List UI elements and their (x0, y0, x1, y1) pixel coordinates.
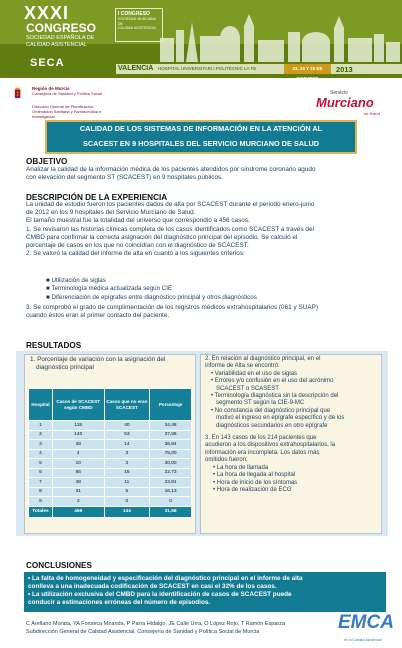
table-row: 3 38 14 36,84 (29, 440, 192, 450)
conclusion-line: • La utilización exclusiva del CMBD para la identificación de casos de SCACEST puede (28, 591, 292, 598)
descripcion-heading: DESCRIPCIÓN DE LA EXPERIENCIA (26, 193, 168, 202)
conclusion-line: • La falta de homogeneidad y especificación del diagnóstico principal en el informe de alta (28, 575, 303, 582)
table-row: 8 31 5 16,13 (29, 487, 192, 497)
list-item: ■ Diferenciación de epígrafes entre diagnóstico principal y otros diagnósticos (46, 293, 257, 301)
list-item: • Errores y/o confusión en el uso del acrónimo (211, 378, 334, 385)
table-row: 7 48 11 23,91 (29, 478, 192, 488)
venue-name: HOSPITAL UNIVERSITARI I POLITÈCNIC LA FE (158, 66, 257, 71)
descripcion-line: cuando éstos eran el primer contacto del paciente. (26, 312, 170, 320)
society-line1: SOCIEDAD ESPAÑOLA DE (26, 35, 95, 41)
descripcion-line: 1. Se revisaron las historias clínicas completa de los casos identificados como SCACEST a través del (26, 225, 314, 233)
region-murcia-crest-icon (14, 84, 30, 104)
bullet-icon: • (213, 479, 217, 486)
table-row: 6 66 15 22,73 (29, 468, 192, 478)
list-item: diagnósticos secundarios en otro epígrafe (216, 422, 328, 429)
point3: 3. En 143 casos de los 214 pacientes que acudieron a los dispositivos extrahospitalarios, la información era incompleta. Los datos más omitidos fueron: (205, 435, 336, 464)
col-header: Casos de SCACEST según CMBD (52, 389, 104, 421)
authors-names: C Arellano Morata, YA Fonseca Miranda, P Parra Hidalgo, JE Calle Urra, O López Rojo, T Ramón Esparza (26, 621, 286, 627)
authors-affiliation: Subdirección General de Calidad Asistencial. Consejería de Sanidad y Política Social de Murcia (26, 629, 260, 635)
objetivo-line: Analizar la calidad de la información médica de los pacientes atendidos por síndrome coronario agudo (26, 166, 316, 173)
title-line1: CALIDAD DE LOS SISTEMAS DE INFORMACIÓN EN LA ATENCIÓN AL (79, 124, 323, 133)
conclusions-text (28, 575, 384, 607)
descripcion-line: 2. Se valoró la calidad del informe de alta en cuanto a los siguientes criterios: (26, 250, 245, 258)
bullet-icon: • (213, 486, 217, 493)
congress-label: CONGRESO (26, 21, 97, 35)
conclusiones-heading: CONCLUSIONES (26, 561, 92, 570)
congress-number-text: XXXI (24, 3, 70, 23)
col-header: Casos que no eran SCACEST (104, 389, 150, 421)
descripcion-text (26, 201, 396, 258)
list-item: • Hora de inicio de los síntomas (213, 479, 298, 486)
society-line2: CALIDAD ASISTENCIAL (26, 41, 87, 48)
table-header-row (29, 389, 192, 421)
descripcion-line: 3. Se comprobó el grado de cumplimentación de los registros médicos extrahospitalarios (061 y SUAP) (26, 304, 318, 311)
society-name (26, 35, 106, 48)
col-header: Hospital (29, 389, 53, 421)
venue-city: VALENCIA (118, 65, 154, 72)
first-congress-box (115, 8, 163, 42)
emca-logo-sub: en la Calidad Asistencial (344, 638, 382, 642)
table-row: 1 118 40 34,48 (29, 421, 192, 431)
box-title: I CONGRESO (118, 11, 150, 17)
seca-logo: SECA (30, 57, 65, 69)
right-bullets (205, 371, 381, 430)
bullet-icon: • (213, 464, 217, 471)
list-item: • Variabilidad en el uso de siglas (211, 370, 298, 377)
sms-logo-main: Murciano (316, 95, 374, 110)
list-item: motivó el ingreso en epígrafe específico y de los (216, 415, 345, 422)
congress-number (24, 4, 69, 22)
hospital-table (28, 388, 192, 518)
right-box-content: 2. En relación al diagnóstico principal, en el informe de Alta se encontró: • Variabilidad en el uso de siglas • Errores y/o confusión en el uso del acrónimo SCACEST o SCASEST • Terminología diagnóstica sin la descripción del segmento ST según la CIE-9-MC • No constancia del diagnóstico principal que motivó el ingreso en epígrafe específico y de los diagnósticos secundarios en otro epígrafe 3. En 143 casos de los 214 pacientes que acudieron a los dispositivos extrahospitalarios, la información era incompleta. Los datos más omitidos fueron: • La hora de llamada • La hora de llegada al hospital • Hora de inicio de los síntomas • Hora de realización de ECG (205, 356, 381, 494)
table-row: 5 10 3 30,00 (29, 459, 192, 469)
descripcion-line: La unidad de estudio fueron los pacientes dados de alta por SCACEST durante el periodo enero-junio (26, 201, 315, 208)
table-row: 9 3 0 0 (29, 497, 192, 507)
list-item: ■ Terminología médica actualizada según CIE (46, 285, 173, 293)
objetivo-heading: OBJETIVO (26, 157, 68, 166)
point3-bullets (205, 465, 381, 495)
box-sub2: CALIDAD ASISTENCIAL (118, 26, 157, 30)
descripcion-line: de 2012 en los 9 hospitales del Servicio Murciano de Salud. (26, 209, 196, 217)
conclusion-line: conlleva a una inadecuada codificación de SCACEST en casi el 32% de los casos. (28, 583, 277, 590)
authors (26, 620, 336, 636)
conclusion-line: conducir a estimaciones erróneas del número de episodios. (28, 599, 211, 606)
venue-dates: 23, 24 Y 25 DE OCTUBRE (284, 64, 331, 74)
col-header: Porcentaje (150, 389, 192, 421)
sms-logo-bottom: de Salud (364, 111, 380, 116)
region-ministry: Consejería de Sanidad y Política Social (32, 91, 103, 96)
list-item: ■ Utilización de siglas (46, 277, 106, 284)
bullet-icon: ■ (46, 285, 52, 293)
criteria-list (46, 277, 386, 302)
bullet-icon: ■ (46, 293, 52, 301)
region-name: Región de Murcia (32, 86, 70, 91)
box-sub1: SOCIEDAD MURCIANA DE (118, 17, 156, 26)
objetivo-text (26, 166, 396, 182)
descripcion-line: El tamaño muestral fue la totalidad del universo que correspondió a 456 casos. (26, 217, 250, 225)
table-row: 4 4 3 75,00 (29, 449, 192, 459)
region-directorate: Dirección General de Planificación, Ordenación Sanitaria y Farmacéutica e Investigación (32, 104, 102, 119)
list-item: • No constancia del diagnóstico principal que (211, 407, 331, 414)
list-item: • La hora de llamada (213, 464, 269, 471)
descripcion-line: porcentaje de casos en los que no coincidían con el diagnóstico de SCACEST. (26, 242, 249, 250)
table-total-row: Totales 456 144 31,58 (29, 506, 192, 517)
descripcion-text-after (26, 304, 396, 320)
table-row: 2 140 53 37,86 (29, 430, 192, 440)
title-line2: SCACEST EN 9 HOSPITALES DEL SERVICIO MURCIANO DE SALUD (83, 139, 319, 148)
venue-year: 2013 (336, 65, 353, 74)
list-item: • Hora de realización de ECG (213, 486, 292, 493)
list-item: segmento ST según la CIE-9-MC (216, 400, 305, 407)
list-item: • Terminología diagnóstica sin la descripción del (211, 393, 339, 400)
emca-logo: EMCA (338, 612, 394, 633)
bullet-icon: ■ (46, 277, 52, 284)
valencia-skyline-icon (160, 8, 400, 62)
list-item: • La hora de llegada al hospital (213, 472, 296, 479)
objetivo-line: con elevación del segmento ST (SCACEST) en 9 hospitales públicos. (26, 174, 224, 182)
bullet-icon: • (213, 472, 217, 479)
list-item: SCACEST o SCASEST (216, 385, 279, 392)
left-box-title: 1. Porcentaje de variación con la asignación del diagnóstico principal (30, 356, 166, 371)
resultados-heading: RESULTADOS (26, 341, 82, 350)
descripcion-line: CMBD para confirmar la correcta asignación del diagnóstico principal del episodio. Se calculó el (26, 233, 298, 241)
sms-logo-top: Servicio (330, 90, 348, 96)
